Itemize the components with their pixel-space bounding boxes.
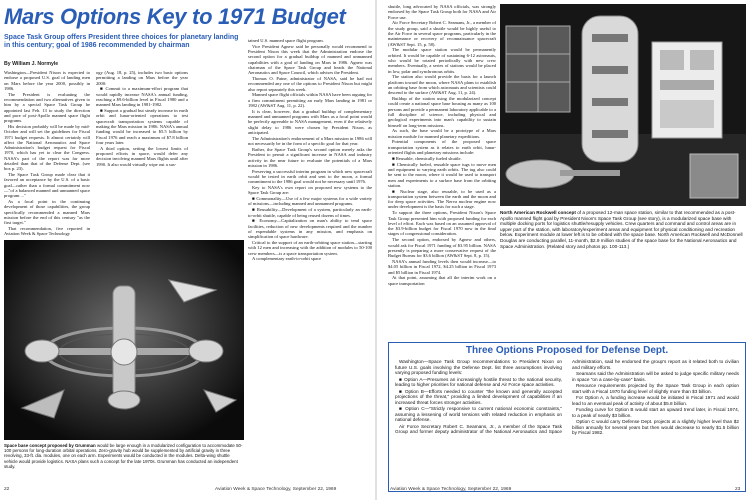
space-base-photo: [4, 240, 244, 440]
paragraph: As such, the base would be a prototype of a Mars mission module for manned planetary expeditions.: [388, 128, 496, 139]
paragraph: ■ Reusable, chemically fueled shuttle.: [392, 155, 462, 161]
paragraph: The second option, endorsed by Agnew and others, would ask for Fiscal 1971 funding of $3.95 billion. NASA presently is preparing a more conservative request of the Budget Bureau for $3.6 billion (AW&ST Sept. 8, p. 15).: [388, 237, 496, 259]
paragraph: Manned space flight officials within NASA have been arguing for a firm commitment permitting an early Mars landing in 1981 or 1982 (AW&ST Aug. 11, p. 22).: [248, 92, 372, 109]
left-photo-caption: Space base concept proposed by Grumman would be large enough in a modularized configuration to accommodate 50-100 persons for long-duration orbital operations. Zero-gravity hub would be supplemented by artificial gravity in three revolving, 33-ft. dia. modules, one on each arm. Experiments would be conducted in the modules. Delta-wing shuttle vehicle would provide logistics. NASA plans such a concept for the late 1970s. Grumman has conducted an independent study.: [4, 443, 243, 469]
right-photo-caption: North American Rockwell concept of a proposed 12-man space station, similar to that recommended as a post-Apollo manned flight goal by President Nixon's Space Task Group (see story), is a modularized space base with multiple docking ports for logistics shuttle/resupply vehicles. Crew quarters and command and control areas are in upper part of the station, with laboratory/experiment areas and equipment for physical conditioning and recreation below. Experiment module at lower left is to be orbited with the space base. North American Rockwell and McDonnell Douglas are conducting parallel, 11-month, $2.9 million studies of the space base for the National Aeronautics and Space Administration. (Related story and photos pp. 100-113.): [500, 210, 743, 249]
paragraph: The station also would provide the basis for a launch platform toward the moon, where NASA plans to establish an orbiting base from which astronauts and scientists could descend to the surface (AW&ST Aug. 11, p. 24).: [388, 74, 496, 96]
paragraph: At that point, assuming that all the interim work on a space transportation: [388, 275, 496, 286]
sidebar-paragraph: Seamans said the Administration will be asked to judge specific military needs in space "on a case-by-case" basis.: [572, 371, 739, 382]
column-3: [248, 38, 372, 484]
paragraph: ■ Commit to a maximum-effort program that would rapidly increase NASA's annual funding, reaching a $9.6-billion level in Fiscal 1980 and a manned Mars landing in 1981-1982.: [96, 86, 188, 108]
right-page-footer: Aviation Week & Space Technology, September 22, 1969: [390, 487, 512, 492]
column-4: [388, 4, 496, 340]
sidebar-paragraph: Funding curve for Option B would start an upward trend later, in Fiscal 1974, to a peak of nearly $3 billion.: [572, 407, 739, 418]
sidebar-paragraph: ■ Option A—Presumes an increasingly hostile threat to the national security, leading to higher priorities for national defense and Air Force space activities.: [395, 376, 562, 387]
paragraph: Thomas O. Paine, administrator of NASA, said he had not recommended any one of the options to President Nixon but might also report separately this week.: [248, 76, 372, 92]
paragraph: Rather, the Space Task Group's second option merely asks the President to permit a significant increase in NASA and industry activity in the near future to evaluate the potentials of a Mars mission in 1986.: [248, 146, 372, 168]
space-station-photo: [500, 4, 746, 206]
paragraph: shuttle, long advocated by NASA officials, was strongly endorsed by the Space Task Group both for NASA and Air Force use.: [388, 4, 496, 20]
sidebar-title: Three Options Proposed for Defense Dept.: [465, 345, 669, 356]
article-deck: Space Task Group offers President three choices for planetary landing in this century; goal of 1986 recommended by chairman: [4, 34, 239, 50]
paragraph: NASA's annual funding levels then would increase—to $4.05 billion in Fiscal 1972, $4.25 billion in Fiscal 1973 and $5 billion in Fiscal 1974.: [388, 258, 496, 275]
sidebar-paragraph: ■ Option C—"Strictly responsive to current national economic constraints," assuming a lessening of world tensions with related reduction in emphasis on national defense.: [395, 406, 562, 422]
paragraph: His decision probably will be made by mid-October and will set the guidelines for Fiscal 1971 budget requests. It almost certainly will affect the National Aeronautics and Space Administration's budget request for Fiscal 1970, which has yet to clear the Congress. NASA's part of the report was far more detailed than that of the Defense Dept. (see box p. 23).: [4, 123, 90, 172]
paragraph: ■ Commonality—Use of a few major systems for a wide variety of missions—including manned and unmanned programs.: [248, 196, 372, 207]
paragraph: The Administration's endorsement of a Mars mission in 1986 will not necessarily be in the form of a specific goal for that year.: [248, 135, 372, 147]
paragraph: tained U.S. manned space flight program.: [248, 38, 324, 43]
paragraph: A third option, setting the lowest limits of proposed efforts in space, would defer any decision involving manned Mars flights until after 1990. It also would virtually wipe out a sus-: [96, 145, 188, 167]
article-headline: Mars Options Key to 1971 Budget: [4, 4, 346, 29]
paragraph: ■ Support a gradual but steady increase in earth orbit and lunar-oriented operations to test spacecraft transportation systems capable of making the Mars mission in 1986. NASA's annual funding would be increased to $5.5 billion by Fiscal 1976 and reach a maximum of $7.8 billion four years later.: [96, 108, 188, 145]
paragraph: Preserving a successful interim program in which new spacecraft would be tested in earth orbit and sent to the moon, a formal commitment to the 1986 goal would not be necessary until 1976.: [248, 168, 372, 185]
paragraph: Potential components of the proposed space transportation system as it relates to earth orbit, lunar-oriented flights and planetary missions include:: [388, 139, 496, 156]
column-2: [96, 70, 188, 235]
sidebar-paragraph: Option C would carry Defense Dept. projects at a slightly higher level than $2 billion annually for several years but then would decrease to nearly $1.5 billion by Fiscal 1982.: [572, 419, 739, 435]
paragraph: ogy (Aug. 18, p. 25), includes two basic options permitting a landing on Mars before the year 2000:: [96, 70, 188, 86]
space-station-illustration: [500, 4, 746, 206]
paragraph: Washington—President Nixon is expected to endorse a proposed U.S. goal of landing men on Mars before the year 2000, possibly in 1986.: [4, 70, 90, 91]
sidebar-paragraph: For Option A, a funding increase would be initiated in Fiscal 1971 and would lead to an eventual peak of activity of about $5.8 billion.: [572, 395, 739, 406]
article-byline: By William J. Normyle: [4, 61, 59, 67]
paragraph: A complementary earth-to-orbit space: [252, 256, 322, 262]
paragraph: To support the three options, President Nixon's Space Task Group presented him with proposed funding for each level of effort. Each was based on an assumed approval of the $3.9-billion budget for Fiscal 1970 now in the final stages of congressional consideration.: [388, 210, 496, 237]
paragraph: That recommendation, five reported in Aviation Week & Space Technology: [4, 226, 90, 237]
paragraph: It is clear, however, that a gradual buildup of complementary manned and unmanned programs with Mars as a focal point would be perfectly agreeable to NASA management, even if the relatively slight delay to 1986 were chosen by President Nixon, as anticipated.: [248, 108, 372, 136]
paragraph: Buildup of the station using the modularized concept could create a national space base housing as many as 100 persons and provide a permanent laboratory applicable to a full discipline of science, including physical and geological experiments into man's capability to sustain himself on long-term missions.: [388, 96, 496, 128]
sidebar-paragraph: Air Force Secretary Robert C. Seamans, Jr., a member of the Space Task Group and former deputy administrator of the National Aeronautics and Space Administration, said he endorsed the group's report as it related both to civilian and military efforts.: [395, 359, 739, 434]
paragraph: ■ Reusability—Development of a system, particularly an earth-to-orbit shuttle, capable of being reused dozens of times.: [248, 207, 372, 218]
sidebar-paragraph: Washington—Space Task Group recommendations to President Nixon on future U.S. goals involving the Defense Dept. list three assumptions involving varying proposed funding levels:: [395, 359, 562, 375]
sidebar-paragraph: ■ Option B—Efforts needed to counter "the known and generally accepted projections of the threat," providing a limited development of capabilities if an increased threat forces stronger activities.: [395, 388, 562, 405]
paragraph: Critical to the support of an earth-orbiting space station—starting with 12 men and increasing with the addition of modules to 50-100 crew members—is a space transportation system.: [248, 239, 372, 256]
sidebar-paragraph: Resource requirements projected by the Space Task Group in each option start with a Fiscal 1970 funding level of slightly more than $3 billion.: [572, 383, 739, 394]
paragraph: ■ Economy—Capitalization on man's ability to tend space facilities, reduction of new developments required and the number of expendable systems in any mission, and emphasis on simplification of space hardware.: [248, 218, 372, 240]
paragraph: ■ Chemically fueled, reusable space tugs to move men and equipment to varying earth orbits. The tug also could be sent to the moon, where it would be used to transport men and experiments to a surface base from the orbiting station.: [388, 161, 496, 188]
left-page-footer: Aviation Week & Space Technology, September 22, 1969: [215, 487, 337, 492]
paragraph: Vice President Agnew said he personally would recommend to President Nixon this week that the Administration endorse the second option for a gradual buildup of manned and unmanned capabilities with a goal of landing on Mars in 1986. Agnew was chairman of the Space Task Group and heads the National Aeronautics and Space Council, which advises the President.: [248, 43, 372, 76]
paragraph: ■ Nuclear stage, also reusable, to be used as a transportation system between the earth and the moon and for deep space activities. The Nerva nuclear engine now under development is the basis for such a stage.: [388, 188, 496, 210]
right-page-number: 23: [735, 487, 741, 492]
paragraph: The Space Task Group made clear that it favored an acceptance by the U.S. of a basic goal—rather than a formal commitment now—"of a balanced manned and unmanned space program ...": [4, 172, 90, 199]
defense-options-sidebar: [388, 342, 746, 492]
sidebar-body: [395, 359, 739, 436]
left-page-number: 22: [4, 487, 10, 492]
paragraph: Air Force Secretary Robert C. Seamans, Jr., a member of the study group, said a shuttle would be highly useful to the Air Force in several space programs, particularly in the maintenance or recovery of reconnaissance spacecraft (AW&ST Sept. 15, p. 58).: [388, 20, 496, 47]
paragraph: The modular space station would be permanently orbited. It would be capable of sustaining 6-12 astronauts, who would be rotated periodically with new crew members. Eventually, a series of stations would be placed in low, polar and synchronous orbits.: [388, 47, 496, 74]
paragraph: Key to NASA's own report on proposed new systems to the Space Task Group are:: [248, 185, 372, 196]
paragraph: As a focal point in the continuing development of those capabilities, the group specifically recommended a manned Mars mission before the end of this century "as the first target.": [4, 199, 90, 226]
space-base-illustration: [4, 240, 244, 440]
paragraph: The President is evaluating the recommendation and two alternatives given to him by a special Space Task Group he appointed last Feb. 13 to study the direction and pace of post-Apollo manned space flight programs.: [4, 91, 90, 124]
